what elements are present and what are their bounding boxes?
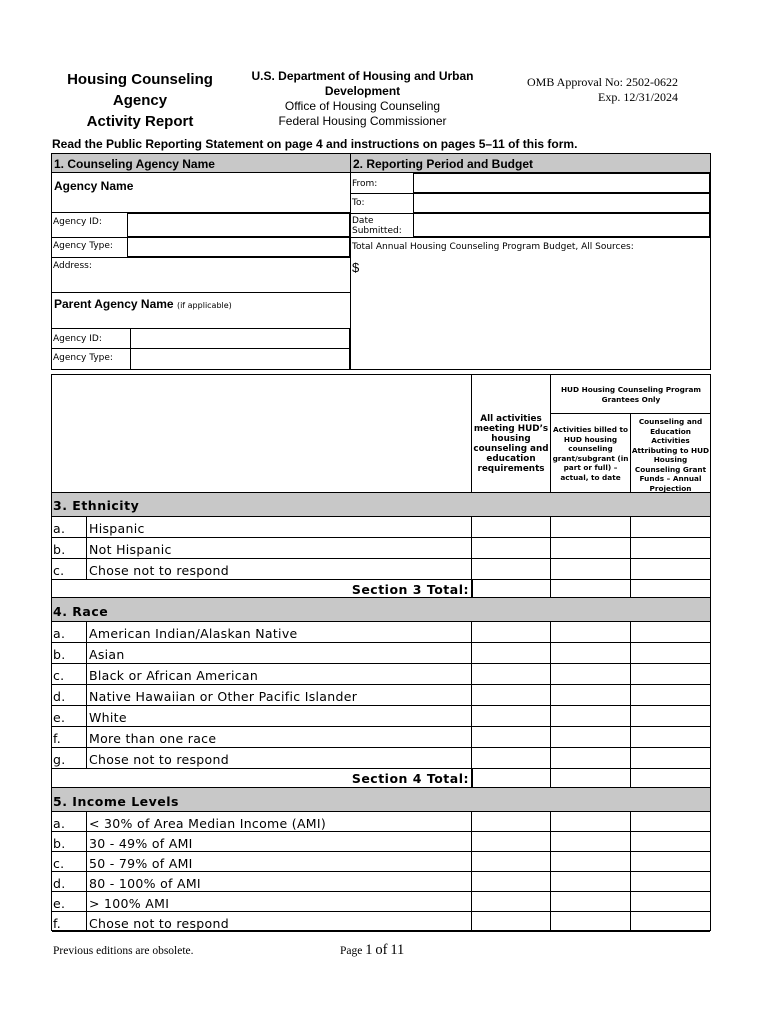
input-all-activities[interactable]	[471, 748, 550, 769]
row-letter: b.	[53, 835, 66, 851]
input-all-activities[interactable]	[471, 892, 550, 912]
date-submitted-input[interactable]	[413, 213, 710, 237]
page-current: 1	[365, 942, 373, 958]
table-row	[52, 812, 710, 832]
row-letter: a.	[53, 815, 66, 831]
column-all-activities: All activities meeting HUD’s housing counseling and education requirements	[473, 414, 549, 474]
input-all-activities[interactable]	[471, 852, 550, 872]
section2-header	[351, 154, 710, 173]
form-title-line1: Housing Counseling	[67, 71, 213, 88]
grantees-only-header: HUD Housing Counseling Program Grantees Only	[560, 385, 702, 404]
table-row	[52, 892, 710, 912]
row-label: Chose not to respond	[89, 752, 229, 767]
budget-dollar-input[interactable]: $	[352, 260, 360, 275]
input-annual-projection[interactable]	[630, 832, 710, 852]
agency-name-label: Agency Name	[54, 179, 134, 193]
agency-id-label: Agency ID:	[53, 217, 102, 227]
row-label: > 100% AMI	[89, 895, 170, 911]
to-label: To:	[352, 198, 365, 208]
table-row	[52, 912, 710, 932]
department-line2: Development	[324, 84, 401, 98]
date-submitted-label: Date Submitted:	[352, 216, 402, 236]
input-annual-projection[interactable]	[630, 706, 710, 727]
row-label: Black or African American	[89, 668, 259, 683]
input-annual-projection[interactable]	[630, 727, 710, 748]
input-all-activities[interactable]	[471, 727, 550, 748]
input-billed-to-hud[interactable]	[550, 664, 629, 685]
instruction-text: Read the Public Reporting Statement on page 4 and instructions on pages 5–11 of this form.	[52, 137, 578, 151]
parent-agency-note: (if applicable)	[176, 301, 232, 310]
row-letter: c.	[53, 668, 65, 683]
table-row	[52, 748, 710, 769]
row-letter: c.	[53, 855, 65, 871]
input-annual-projection[interactable]	[630, 664, 710, 685]
page-prefix: Page	[340, 945, 363, 957]
section-total-row	[52, 769, 710, 788]
input-annual-projection[interactable]	[630, 812, 710, 832]
row-letter: g.	[53, 752, 66, 767]
row-label: < 30% of Area Median Income (AMI)	[89, 815, 327, 831]
table-row	[52, 538, 710, 559]
table-row	[52, 852, 710, 872]
row-label: 80 - 100% of AMI	[89, 875, 201, 891]
to-input[interactable]	[413, 193, 710, 213]
section-total-row	[52, 580, 710, 598]
table-row	[52, 685, 710, 706]
input-all-activities[interactable]	[471, 622, 550, 643]
table-row	[52, 872, 710, 892]
input-billed-to-hud[interactable]	[550, 727, 629, 748]
input-billed-to-hud[interactable]	[550, 685, 629, 706]
omb-approval: OMB Approval No: 2502-0622	[527, 75, 678, 89]
input-billed-to-hud[interactable]	[550, 832, 629, 852]
input-annual-projection[interactable]	[630, 622, 710, 643]
input-annual-projection[interactable]	[630, 685, 710, 706]
parent-agency-type-input[interactable]	[130, 348, 350, 370]
input-annual-projection[interactable]	[630, 872, 710, 892]
row-letter: b.	[53, 542, 66, 557]
input-all-activities[interactable]	[471, 912, 550, 932]
row-letter: f.	[53, 731, 62, 746]
input-annual-projection[interactable]	[630, 852, 710, 872]
input-annual-projection[interactable]	[630, 912, 710, 932]
budget-label: Total Annual Housing Counseling Program Budget, All Sources:	[352, 242, 634, 252]
input-annual-projection[interactable]	[630, 517, 710, 538]
input-billed-to-hud[interactable]	[550, 517, 629, 538]
input-billed-to-hud[interactable]	[550, 748, 629, 769]
agency-type-label: Agency Type:	[53, 241, 113, 251]
row-label: Chose not to respond	[89, 563, 229, 578]
row-label: American Indian/Alaskan Native	[89, 626, 298, 641]
section3-title: 3. Ethnicity	[53, 498, 140, 513]
total-billed-to-hud[interactable]	[550, 769, 629, 788]
section-total-label: Section 4 Total:	[351, 771, 469, 786]
input-billed-to-hud[interactable]	[550, 706, 629, 727]
total-annual-projection[interactable]	[630, 769, 710, 788]
page-of: of	[375, 942, 388, 958]
input-all-activities[interactable]	[471, 664, 550, 685]
table-row	[52, 664, 710, 685]
input-billed-to-hud[interactable]	[550, 559, 629, 580]
input-billed-to-hud[interactable]	[550, 892, 629, 912]
agency-type-input[interactable]	[127, 237, 350, 257]
department-block	[230, 69, 495, 129]
form-title-line3: Activity Report	[86, 113, 194, 130]
row-label: Asian	[89, 647, 125, 662]
department-line3: Office of Housing Counseling	[284, 99, 441, 113]
input-all-activities[interactable]	[471, 685, 550, 706]
form-title-line2: Agency	[112, 92, 168, 109]
column-billed-to-hud: Activities billed to HUD housing counseling grant/subgrant (in part or full) – actual, to date	[552, 425, 629, 482]
row-label: White	[89, 710, 127, 725]
parent-agency-name	[54, 297, 232, 311]
address-label: Address:	[53, 261, 92, 271]
total-annual-projection[interactable]	[630, 580, 710, 598]
row-letter: d.	[53, 689, 66, 704]
from-input[interactable]	[413, 173, 710, 193]
input-billed-to-hud[interactable]	[550, 872, 629, 892]
row-label: More than one race	[89, 731, 217, 746]
department-line4: Federal Housing Commissioner	[278, 114, 447, 128]
section5-title: 5. Income Levels	[53, 793, 179, 809]
total-all-activities[interactable]	[471, 769, 550, 788]
input-billed-to-hud[interactable]	[550, 912, 629, 932]
input-all-activities[interactable]	[471, 643, 550, 664]
omb-expiration: Exp. 12/31/2024	[598, 90, 678, 104]
section4-header	[52, 598, 710, 622]
row-letter: a.	[53, 626, 66, 641]
input-all-activities[interactable]	[471, 517, 550, 538]
input-billed-to-hud[interactable]	[550, 622, 629, 643]
row-letter: a.	[53, 521, 66, 536]
table-row	[52, 727, 710, 748]
column-annual-projection: Counseling and Education Activities Attributing to HUD Housing Counseling Grant Funds – Annual Projection	[631, 417, 710, 493]
footer-page-number	[340, 942, 404, 959]
table-row	[52, 643, 710, 664]
row-label: 30 - 49% of AMI	[89, 835, 193, 851]
parent-agency-id-input[interactable]	[130, 328, 350, 349]
row-letter: e.	[53, 710, 66, 725]
input-annual-projection[interactable]	[630, 643, 710, 664]
parent-agency-type-label: Agency Type:	[53, 353, 113, 363]
section5-header	[52, 788, 710, 812]
table-row	[52, 517, 710, 538]
parent-agency-label: Parent Agency Name	[54, 297, 174, 311]
parent-agency-id-label: Agency ID:	[53, 334, 102, 344]
input-annual-projection[interactable]	[630, 538, 710, 559]
total-all-activities[interactable]	[471, 580, 550, 598]
input-billed-to-hud[interactable]	[550, 643, 629, 664]
omb-block	[500, 75, 678, 105]
section1-header	[52, 154, 350, 173]
row-letter: d.	[53, 875, 66, 891]
input-annual-projection[interactable]	[630, 748, 710, 769]
total-billed-to-hud[interactable]	[550, 580, 629, 598]
from-label: From:	[352, 179, 378, 189]
section4-title: 4. Race	[53, 603, 109, 619]
section1-title: 1. Counseling Agency Name	[54, 157, 215, 171]
table-row	[52, 559, 710, 580]
section2-title: 2. Reporting Period and Budget	[353, 157, 534, 171]
table-row	[52, 622, 710, 643]
row-label: Chose not to respond	[89, 915, 229, 931]
input-all-activities[interactable]	[471, 538, 550, 559]
footer-obsolete: Previous editions are obsolete.	[53, 945, 194, 957]
input-all-activities[interactable]	[471, 812, 550, 832]
input-all-activities[interactable]	[471, 559, 550, 580]
agency-id-input[interactable]	[127, 213, 350, 237]
input-annual-projection[interactable]	[630, 559, 710, 580]
input-all-activities[interactable]	[471, 872, 550, 892]
row-letter: e.	[53, 895, 66, 911]
row-label: Not Hispanic	[89, 542, 172, 557]
row-letter: c.	[53, 563, 65, 578]
section-total-label: Section 3 Total:	[351, 582, 469, 597]
form-title	[55, 69, 225, 132]
row-letter: b.	[53, 647, 66, 662]
input-billed-to-hud[interactable]	[550, 812, 629, 832]
section3-header	[52, 493, 710, 517]
row-label: 50 - 79% of AMI	[89, 855, 193, 871]
input-billed-to-hud[interactable]	[550, 538, 629, 559]
table-row	[52, 706, 710, 727]
input-annual-projection[interactable]	[630, 892, 710, 912]
page-total: 11	[390, 942, 405, 958]
row-letter: f.	[53, 915, 62, 931]
row-label: Hispanic	[89, 521, 145, 536]
input-billed-to-hud[interactable]	[550, 852, 629, 872]
table-row	[52, 832, 710, 852]
input-all-activities[interactable]	[471, 832, 550, 852]
row-label: Native Hawaiian or Other Pacific Islander	[89, 689, 358, 704]
input-all-activities[interactable]	[471, 706, 550, 727]
department-line1: U.S. Department of Housing and Urban	[251, 69, 474, 83]
